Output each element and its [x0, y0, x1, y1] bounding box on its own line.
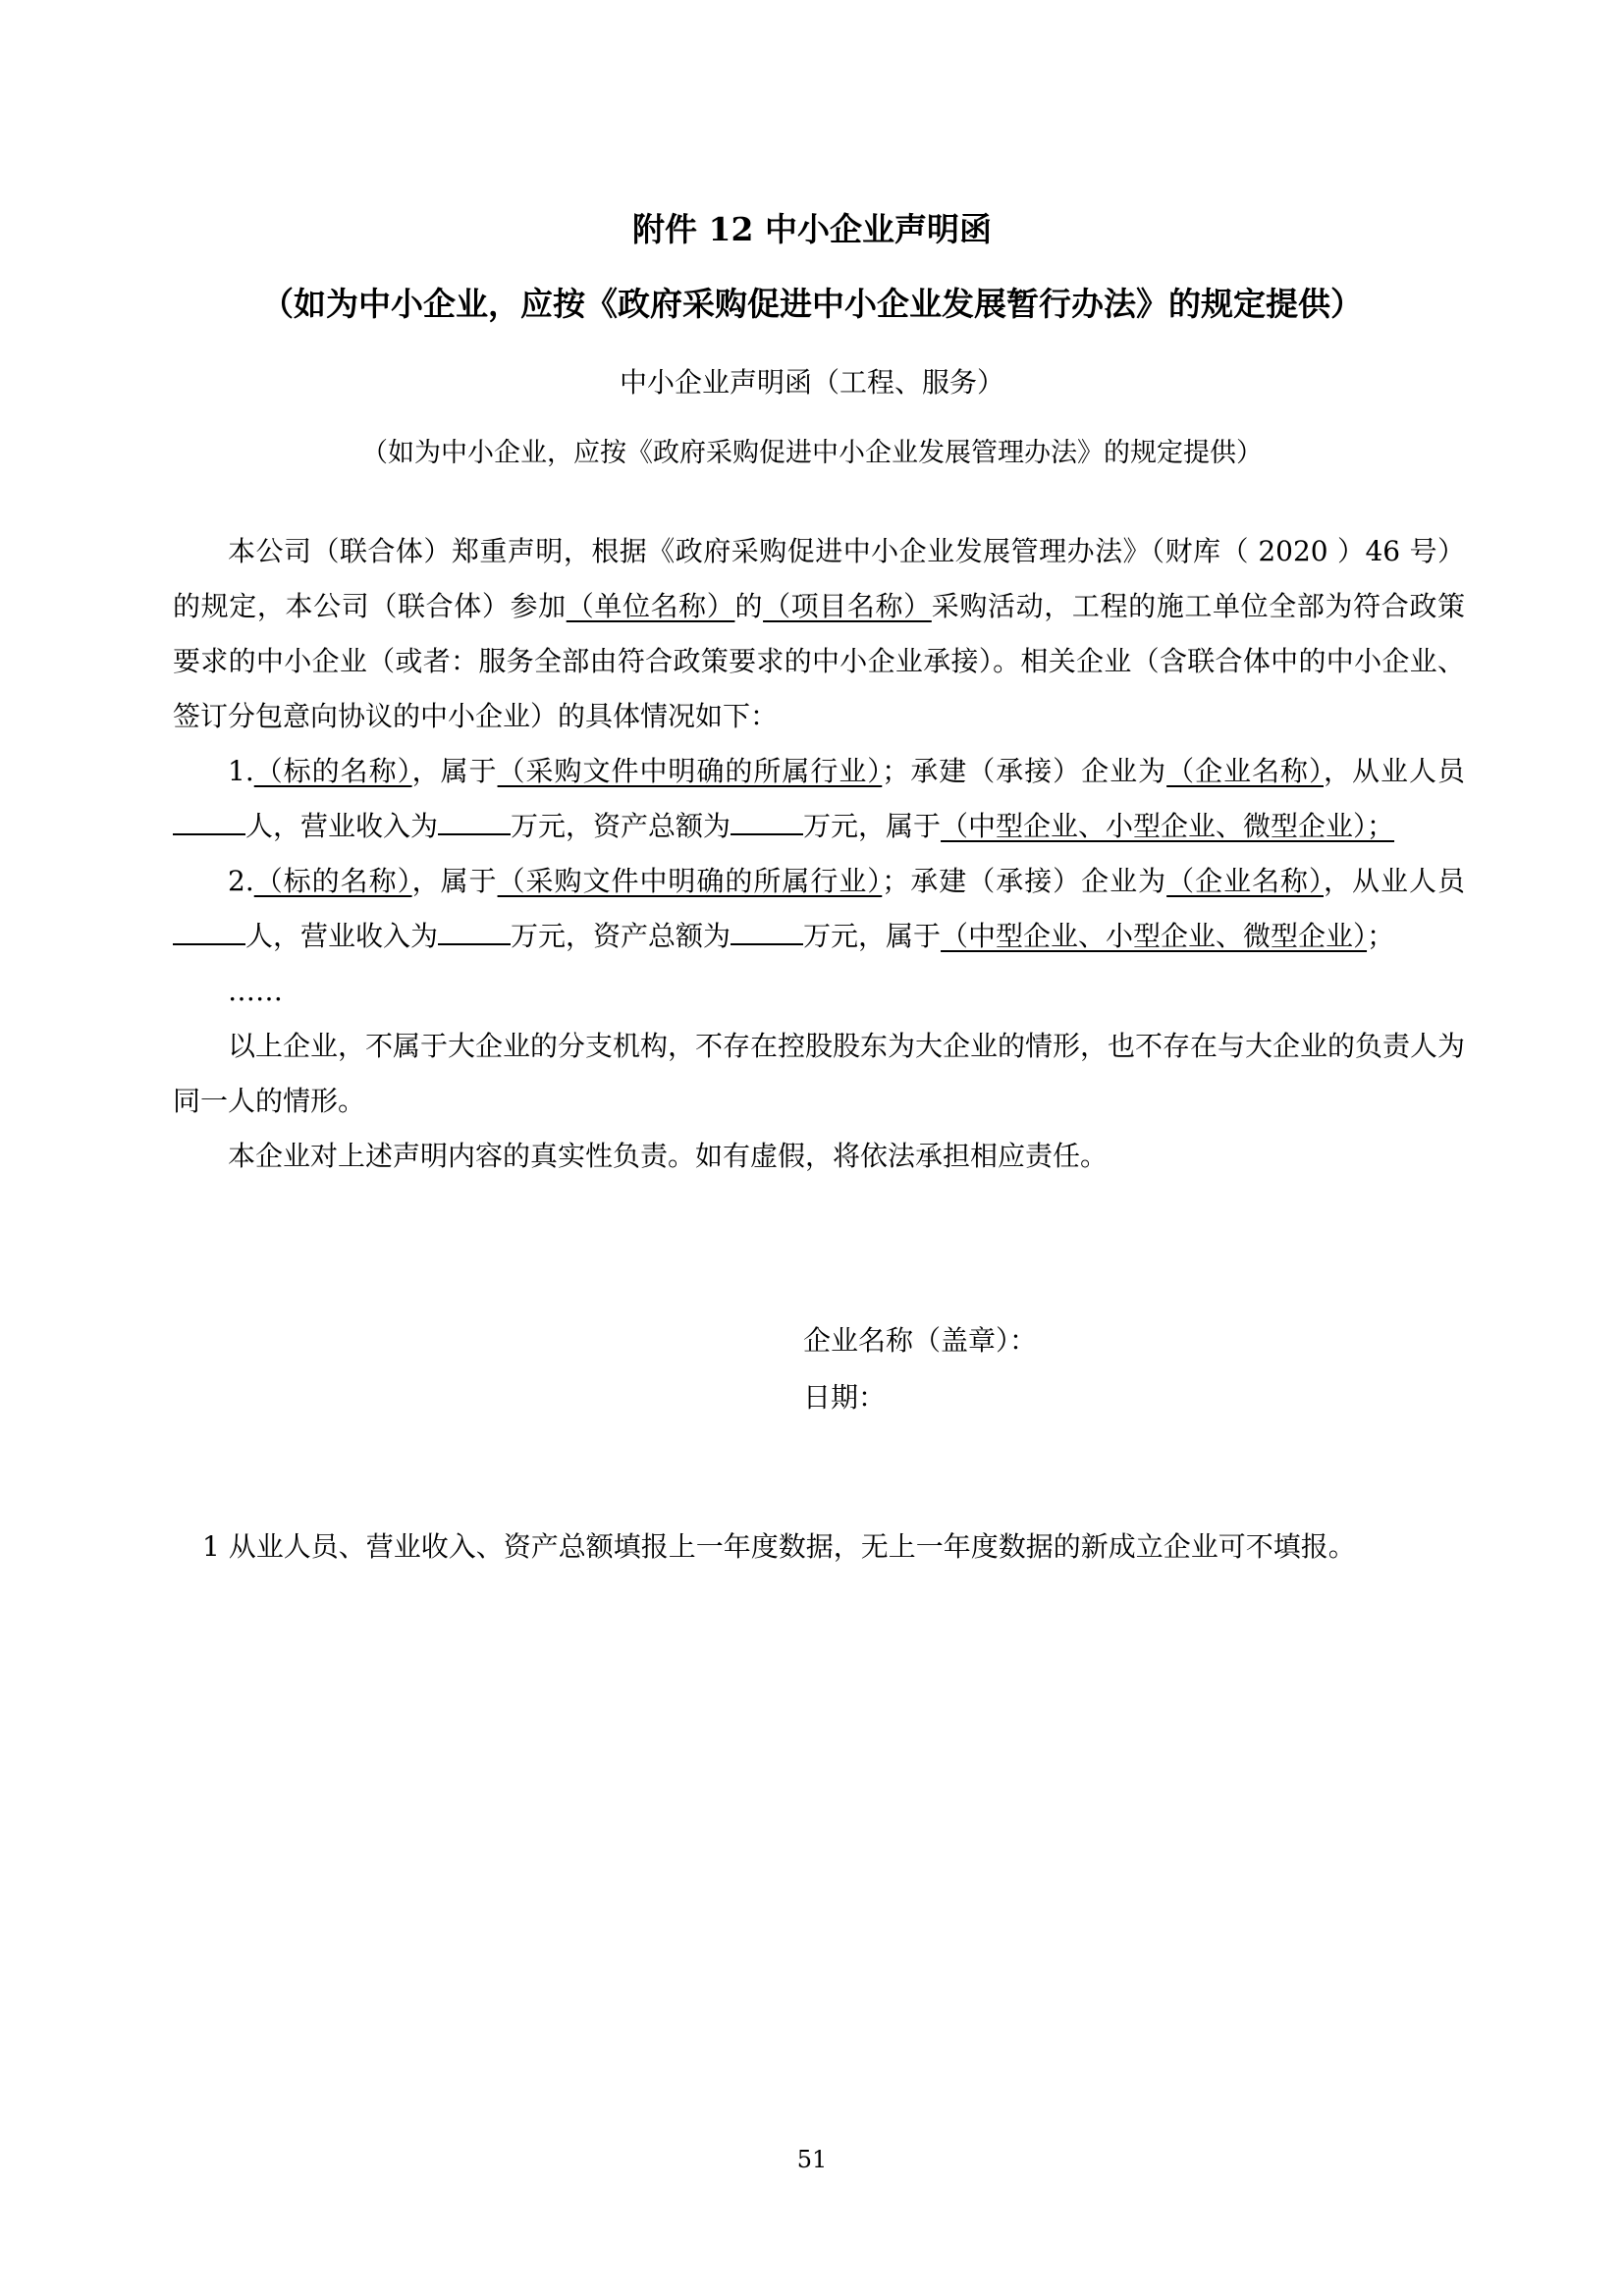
- assets-blank: [731, 918, 803, 945]
- company-name-field: （企业名称）: [1166, 755, 1325, 787]
- ellipsis-line: ……: [228, 975, 283, 1007]
- item-text: 万元，属于: [803, 810, 942, 842]
- intro-text-3: 采购活动，工程的施工单位全部为符合政策要求的中小企业（或者：服务全部由符合政策要求的中小企业承接）。相关企业（含联合体中的中小企业、签订分包意向协议的中小企业）的具体情况如下：: [173, 590, 1465, 732]
- industry-field: （采购文件中明确的所属行业）: [497, 755, 883, 787]
- page-number: 51: [796, 2146, 828, 2173]
- date-label: 日期：: [803, 1381, 887, 1414]
- item-text: 万元，资产总额为: [511, 920, 731, 952]
- item-text: 人，营业收入为: [245, 920, 439, 952]
- item-text: 万元，属于: [803, 920, 942, 952]
- item-text: 万元，资产总额为: [511, 810, 731, 842]
- statement-no-large-enterprise: 以上企业，不属于大企业的分支机构，不存在控股股东为大企业的情形，也不存在与大企业的负责人为同一人的情形。: [173, 1030, 1466, 1117]
- document-subtitle: （如为中小企业，应按《政府采购促进中小企业发展暂行办法》的规定提供）: [261, 285, 1363, 323]
- enterprise-size-field: （中型企业、小型企业、微型企业）: [941, 920, 1368, 952]
- footnote: 1 从业人员、营业收入、资产总额填报上一年度数据，无上一年度数据的新成立企业可不填报。: [202, 1530, 1356, 1563]
- subject-name-field: （标的名称）: [253, 755, 412, 787]
- employees-blank: [173, 918, 245, 945]
- item-text: ，从业人员: [1324, 755, 1465, 787]
- declaration-body: [173, 524, 1465, 1184]
- employees-blank: [173, 808, 245, 835]
- item-text: ；承建（承接）企业为: [882, 755, 1167, 787]
- item-text: ，属于: [411, 865, 498, 897]
- declaration-title: 中小企业声明函（工程、服务）: [619, 366, 1004, 399]
- company-name-field: （企业名称）: [1166, 865, 1325, 897]
- subject-name-field: （标的名称）: [253, 865, 412, 897]
- enterprise-item-2: [173, 854, 1465, 964]
- assets-blank: [731, 808, 803, 835]
- item-text: ；承建（承接）企业为: [882, 865, 1167, 897]
- item-number: 2.: [228, 865, 254, 897]
- intro-text-2: 的: [734, 590, 764, 622]
- project-name-field: （项目名称）: [763, 590, 932, 622]
- item-text: ，属于: [411, 755, 498, 787]
- revenue-blank: [438, 808, 511, 835]
- enterprise-item-1: [173, 744, 1465, 854]
- item-text: 人，营业收入为: [245, 810, 439, 842]
- company-seal-label: 企业名称（盖章）：: [803, 1324, 1038, 1357]
- industry-field: （采购文件中明确的所属行业）: [497, 865, 883, 897]
- enterprise-size-field: （中型企业、小型企业、微型企业）；: [941, 810, 1395, 842]
- unit-name-field: （单位名称）: [566, 590, 735, 622]
- revenue-blank: [438, 918, 511, 945]
- declaration-note: （如为中小企业，应按《政府采购促进中小企业发展管理办法》的规定提供）: [361, 438, 1263, 468]
- intro-paragraph: [173, 524, 1465, 744]
- item-text: ；: [1367, 920, 1395, 952]
- item-text: ，从业人员: [1324, 865, 1465, 897]
- document-title: 附件 12 中小企业声明函: [632, 210, 992, 248]
- intro-text-1: 本公司（联合体）郑重声明，根据《政府采购促进中小企业发展管理办法》（财库（ 2020 ）46 号）的规定，本公司（联合体）参加: [173, 535, 1465, 622]
- item-number: 1.: [228, 755, 254, 787]
- statement-responsibility: 本企业对上述声明内容的真实性负责。如有虚假，将依法承担相应责任。: [228, 1140, 1109, 1172]
